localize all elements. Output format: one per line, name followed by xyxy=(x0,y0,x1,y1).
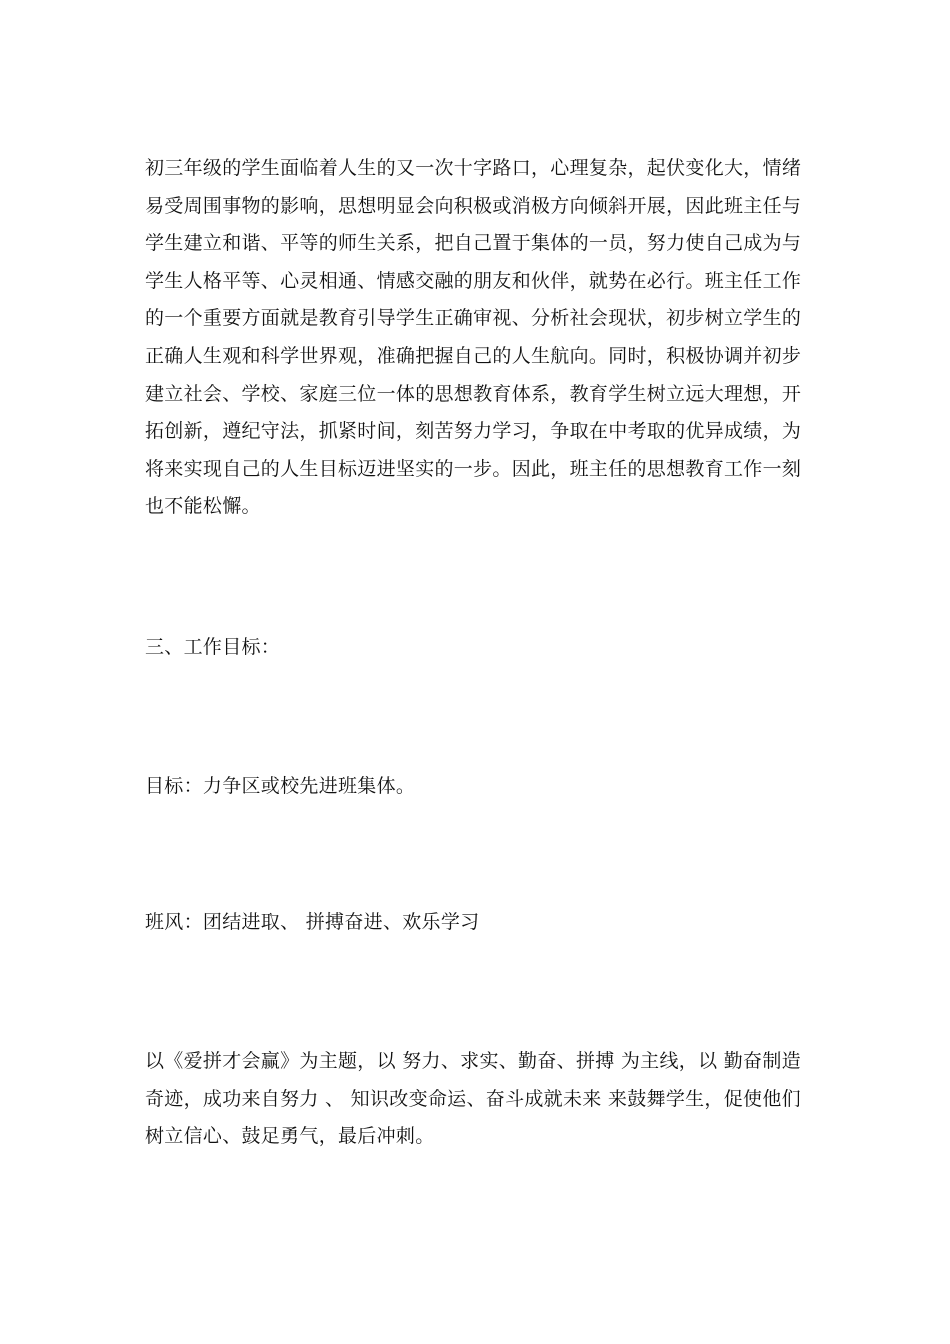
theme-paragraph: 以《爱拼才会赢》为主题，以 努力、求实、勤奋、拼搏 为主线，以 勤奋制造奇迹，成功来自努力 、 知识改变命运、奋斗成就未来 来鼓舞学生，促使他们树立信心、鼓足勇气，最后冲刺。 xyxy=(145,1050,801,1148)
goal-line: 目标：力争区或校先进班集体。 xyxy=(145,775,416,797)
intro-paragraph: 初三年级的学生面临着人生的又一次十字路口，心理复杂，起伏变化大，情绪易受周围事物的影响，思想明显会向积极或消极方向倾斜开展，因此班主任与学生建立和谐、平等的师生关系，把自己置于集体的一员，努力使自己成为与学生人格平等、心灵相通、情感交融的朋友和伙伴，就势在必行。班主任工作的一个重要方面就是教育引导学生正确审视、分析社会现状，初步树立学生的正确人生观和科学世界观，准确把握自己的人生航向。同时，积极协调并初步建立社会、学校、家庭三位一体的思想教育体系，教育学生树立远大理想，开拓创新，遵纪守法，抓紧时间，刻苦努力学习，争取在中考取的优异成绩，为将来实现自己的人生目标迈进坚实的一步。因此，班主任的思想教育工作一刻也不能松懈。 xyxy=(145,157,802,518)
section-heading-work-goals: 三、工作目标： xyxy=(145,636,281,658)
class-style-line: 班风：团结进取、 拼搏奋进、欢乐学习 xyxy=(145,911,480,933)
